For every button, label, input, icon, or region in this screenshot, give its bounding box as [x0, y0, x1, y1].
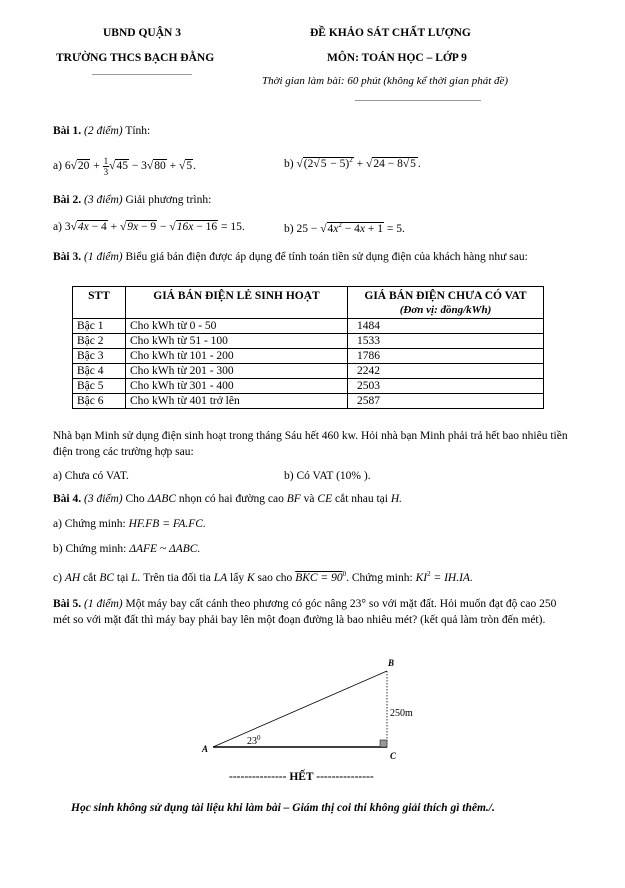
bai5-body: Một máy bay cất cánh theo phương có góc nâng 23° so với mặt đất. Hỏi muốn đạt độ cao 250 mét so với mặt đất thì máy bay phải bay lên một đoạn đường là bao nhiêu mét? (kết quả làm tròn đến mét).	[53, 598, 557, 626]
table-row	[73, 319, 544, 334]
bai4-c-text: . Chứng minh:	[346, 571, 413, 584]
fraction: $\frac{1}{3}$	[103, 156, 109, 177]
bai4-b-text: b) Chứng minh:	[53, 543, 127, 555]
bai3-a: a) Chưa có VAT.	[53, 470, 129, 482]
price-table-header	[73, 287, 544, 319]
header-stt: STT	[73, 287, 126, 319]
cell-price: 2587	[348, 394, 544, 409]
bai2-b-label: b)	[284, 222, 294, 235]
bai4-triangle: ΔABC	[147, 493, 177, 505]
bai4-c-text: cắt	[83, 571, 97, 584]
cell-tier: Cho kWh từ 301 - 400	[126, 379, 348, 394]
angle-value: 23	[247, 736, 257, 747]
table-row	[73, 334, 544, 349]
bai4-c-ah: AH	[64, 571, 81, 584]
divider-right	[355, 100, 481, 101]
right-angle-mark	[380, 740, 387, 747]
bai2-a-label: a)	[53, 221, 62, 233]
header-price	[348, 287, 544, 319]
bai2-heading	[53, 194, 211, 206]
bai3-title: Bài 3.	[53, 251, 82, 263]
bai4-a-text: a) Chứng minh:	[53, 518, 126, 530]
bai4-c-k: K	[246, 571, 255, 584]
bai4-c-bc: BC	[99, 571, 115, 584]
bai1-b: b) $√(2√5 - 5)^2 + √24 - 8√5$ .	[284, 156, 421, 170]
table-row	[73, 379, 544, 394]
bai4-c-math-left: KI	[415, 571, 428, 584]
divider-left	[92, 74, 192, 75]
bai4-text: nhọn có hai đường cao	[178, 493, 284, 505]
bai4-c-angle: BKC = 90	[295, 571, 343, 584]
label-c: C	[390, 751, 397, 761]
cell-price: 1786	[348, 349, 544, 364]
bai4-c-text: sao cho	[257, 571, 293, 584]
bai1-a: a) 6√20 + $\frac{1}{3}$ √45 − 3√80 + √5.	[53, 156, 196, 177]
table-row	[73, 349, 544, 364]
cell-price: 1484	[348, 319, 544, 334]
bai4-b	[53, 543, 200, 555]
bai4-a	[53, 518, 206, 530]
end-marker: --------------- HẾT ---------------	[229, 771, 374, 783]
bai5-text	[53, 596, 568, 628]
cell-tier: Cho kWh từ 101 - 200	[126, 349, 348, 364]
bai4-ce: CE	[317, 493, 333, 505]
bai3-b: b) Có VAT (10% ).	[284, 470, 371, 482]
bai2-title: Bài 2.	[53, 194, 82, 206]
cell-stt: Bậc 5	[73, 379, 126, 394]
bai4-b-math: ΔAFE ~ ΔABC.	[129, 543, 201, 555]
bai1-instruction: Tính:	[125, 125, 151, 137]
footer-note: Học sinh không sử dụng tài liệu khi làm bài – Giám thị coi thi không giải thích gì thêm./.	[71, 802, 495, 814]
price-table	[72, 286, 544, 409]
cell-price: 2242	[348, 364, 544, 379]
bai3-question: Nhà bạn Minh sử dụng điện sinh hoạt trong tháng Sáu hết 460 kw. Hỏi nhà bạn Minh phải trả hết bao nhiêu tiền điện trong các trường hợp sau:	[53, 430, 568, 458]
bai4-bf: BF	[286, 493, 301, 505]
header-price-label: GIÁ BÁN ĐIỆN CHƯA CÓ VAT	[364, 290, 527, 302]
cell-tier: Cho kWh từ 51 - 100	[126, 334, 348, 349]
school-name: TRƯỜNG THCS BẠCH ĐẰNG	[56, 52, 215, 64]
bai4-a-math: HF.FB = FA.FC.	[128, 518, 206, 530]
bai1-a-label: a)	[53, 160, 62, 173]
cell-stt: Bậc 3	[73, 349, 126, 364]
bai4-text: và	[303, 493, 315, 505]
bai4-text: cắt nhau tại	[334, 493, 388, 505]
bai4-c-math-right: = IH.IA.	[430, 571, 473, 584]
cell-price: 1533	[348, 334, 544, 349]
degree-mark: 0	[257, 734, 261, 742]
bai4-c-text: tại	[116, 571, 129, 584]
label-b: B	[388, 658, 395, 668]
school-district: UBND QUẬN 3	[103, 27, 181, 39]
header-tier: GIÁ BÁN ĐIỆN LẺ SINH HOẠT	[126, 287, 348, 319]
bai4-intro	[53, 493, 402, 505]
bai4-c-la: LA	[213, 571, 228, 584]
exam-title: ĐỀ KHẢO SÁT CHẤT LƯỢNG	[310, 27, 471, 39]
bai4-c-label: c)	[53, 571, 62, 584]
exam-subject: MÔN: TOÁN HỌC – LỚP 9	[327, 52, 467, 64]
bai4-c: c) AH cắt BC tại L. Trên tia đối tia LA lấy K sao cho BKC = $90^0$. Chứng minh: $KI^2 = IH.IA$.	[53, 570, 473, 584]
bai4-text: Cho	[125, 493, 145, 505]
cell-stt: Bậc 1	[73, 319, 126, 334]
bai4-points: (3 điểm)	[84, 493, 123, 505]
bai3-points: (1 điểm)	[84, 251, 123, 263]
cell-tier: Cho kWh từ 201 - 300	[126, 364, 348, 379]
bai4-c-l: L.	[131, 571, 141, 584]
bai3-intro-text: Biểu giá bán điện được áp dụng để tính toán tiền sử dụng điện của khách hàng như sau:	[125, 251, 528, 263]
bai1-heading	[53, 125, 150, 137]
height-label: 250m	[390, 708, 413, 719]
bai1-title: Bài 1.	[53, 125, 82, 137]
bai3-intro	[53, 249, 568, 265]
bai1-b-label: b)	[284, 157, 294, 170]
cell-stt: Bậc 6	[73, 394, 126, 409]
bai4-c-text: lấy	[230, 571, 245, 584]
cell-tier: Cho kWh từ 0 - 50	[126, 319, 348, 334]
table-row	[73, 394, 544, 409]
segment-ab	[213, 671, 387, 747]
cell-stt: Bậc 4	[73, 364, 126, 379]
table-row	[73, 364, 544, 379]
bai2-a: a) 3√4x − 4 + √9x − 9 − √16x − 16 = 15.	[53, 221, 245, 233]
bai2-b: b) $25 - √4x^2 - 4x + 1 = 5$.	[284, 221, 405, 235]
bai4-title: Bài 4.	[53, 493, 82, 505]
bai5-title: Bài 5.	[53, 598, 82, 610]
triangle-figure	[195, 655, 415, 765]
bai4-c-text: Trên tia đối tia	[143, 571, 211, 584]
cell-tier: Cho kWh từ 401 trở lên	[126, 394, 348, 409]
bai4-h: H.	[390, 493, 403, 505]
label-a: A	[202, 744, 209, 754]
cell-stt: Bậc 2	[73, 334, 126, 349]
time-note: Thời gian làm bài: 60 phút (không kể thời gian phát đề)	[262, 75, 509, 87]
bai2-points: (3 điểm)	[84, 194, 123, 206]
bai1-points: (2 điểm)	[84, 125, 123, 137]
bai2-instruction: Giải phương trình:	[125, 194, 212, 206]
bai5-points: (1 điểm)	[84, 598, 123, 610]
header-price-unit: (Đơn vị: đồng/kWh)	[399, 304, 492, 316]
angle-label	[247, 734, 261, 747]
cell-price: 2503	[348, 379, 544, 394]
